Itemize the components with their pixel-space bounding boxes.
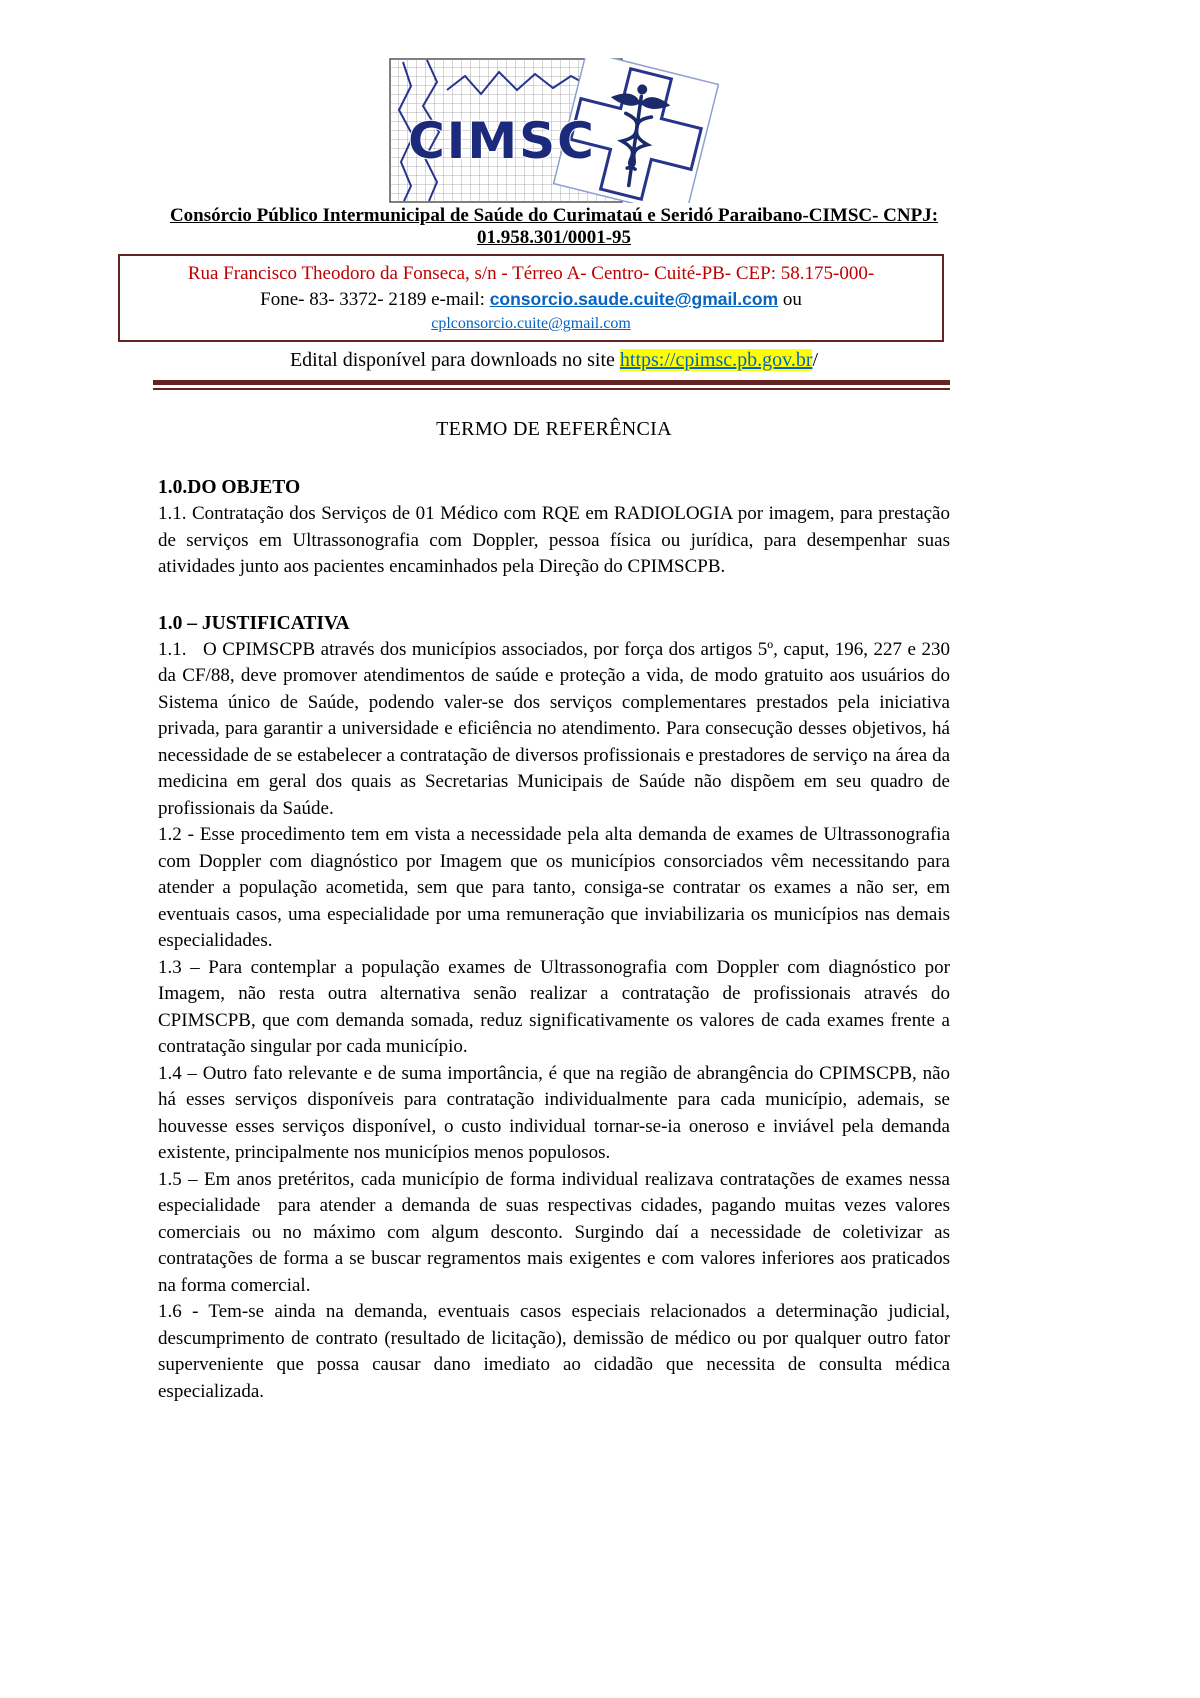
org-title-cnpj: 01.958.301/0001-95 [476, 227, 632, 248]
paragraph-just-1-2: 1.2 - Esse procedimento tem em vista a necessidade pela alta demanda de exames de Ultrassonografia com Doppler com diagnóstico por Imagem que os municípios consorciados vêm necessitando para atender a população acometida, sem que para tanto, consiga-se contratar os exames a não ser, em eventuais casos, uma especialidade por uma remuneração que inviabilizaria os municípios nas demais especialidades. [158, 824, 950, 951]
edital-download-link[interactable]: https://cpimsc.pb.gov.br [619, 349, 813, 371]
paragraph-just-1-6: 1.6 - Tem-se ainda na demanda, eventuais casos especiais relacionados a determinação judicial, descumprimento de contrato (resultado de licitação), demissão de médico ou por qualquer outro fator superveniente que possa causar dano imediato ao cidadão que necessita de consulta médica especializada. [158, 1301, 950, 1402]
paragraph-just-1-3: 1.3 – Para contemplar a população exames de Ultrassonografia com Doppler com diagnóstico por Imagem, não resta outra alternativa senão realizar a contratação de profissionais através do CPIMSCPB, que com demanda somada, reduz significativamente os valores de cada exames frente a contratação singular por cada município. [158, 956, 950, 1057]
logo-wordmark: CIMSC [408, 112, 596, 170]
edital-suffix: / [812, 349, 819, 371]
paragraph-objeto-1-1: 1.1. Contratação dos Serviços de 01 Médico com RQE em RADIOLOGIA por imagem, para prestação de serviços em Ultrassonografia com Doppler, pessoa física ou jurídica, para desempenhar suas atividades junto aos pacientes encaminhados pela Direção do CPIMSCPB. [158, 503, 950, 577]
section-heading-justificativa: 1.0 – JUSTIFICATIVA [158, 612, 350, 634]
edital-text: Edital disponível para downloads no site [289, 349, 620, 371]
phone-text: Fone- 83- 3372- 2189 e-mail: [260, 289, 490, 310]
cimsc-logo [158, 58, 950, 203]
address-line: Rua Francisco Theodoro da Fonseca, s/n - Térreo A- Centro- Cuité-PB- CEP: 58.175-000- [187, 263, 875, 284]
document-title: TERMO DE REFERÊNCIA [436, 418, 672, 440]
paragraph-just-1-4: 1.4 – Outro fato relevante e de suma importância, é que na região de abrangência do CPIMSCPB, não há esses serviços disponíveis para contratação individualmente para cada município, ademais, se houvesse esses serviços disponível, o custo individual tornar-se-ia oneroso e inviável pela demanda existente, principalmente nos municípios menos populosos. [158, 1062, 950, 1163]
section-justificativa [158, 611, 950, 1406]
header-divider [153, 380, 950, 390]
org-title-line1: Consórcio Público Intermunicipal de Saúde do Curimataú e Seridó Paraibano-CIMSC- CNPJ: [169, 205, 939, 226]
paragraph-just-1-5: 1.5 – Em anos pretéritos, cada município de forma individual realizava contratações de exames nessa especialidade para atender a demanda de suas respectivas cidades, pagando muitas vezes valores comerciais ou no máximo com algum desconto. Surgindo daí a necessidade de coletivizar as contratações de forma a se buscar regramentos mais exigentes e com valores inferiores aos praticados na forma comercial. [158, 1168, 950, 1296]
section-heading-objeto: 1.0.DO OBJETO [158, 477, 301, 498]
email-link-primary[interactable]: consorcio.saude.cuite@gmail.com [489, 289, 779, 309]
edital-line [158, 347, 950, 374]
email-secondary-line [132, 313, 930, 334]
phone-line [132, 286, 930, 313]
cimsc-logo-graphic [389, 58, 719, 203]
paragraph-just-1-1: 1.1. O CPIMSCPB através dos municípios associados, por força dos artigos 5º, caput, 196, 227 e 230 da CF/88, deve promover atendimentos de saúde e proteção a vida, de modo gratuito aos usuários do Sistema único de Saúde, podendo valer-se dos serviços complementares prestados pela iniciativa privada, para garantir a universidade e eficiência no atendimento. Para consecução desses objetivos, há necessidade de se estabelecer a contratação de diversos profissionais e prestadores de serviço na área da medicina em geral dos quais as Secretarias Municipais de Saúde não dispõem em seu quadro de profissionais da Saúde. [158, 638, 950, 819]
email-conjunction: ou [778, 289, 802, 310]
org-title [158, 205, 950, 249]
email-link-secondary[interactable]: cplconsorcio.cuite@gmail.com [431, 315, 631, 332]
section-objeto [158, 475, 950, 581]
address-box [118, 254, 944, 342]
